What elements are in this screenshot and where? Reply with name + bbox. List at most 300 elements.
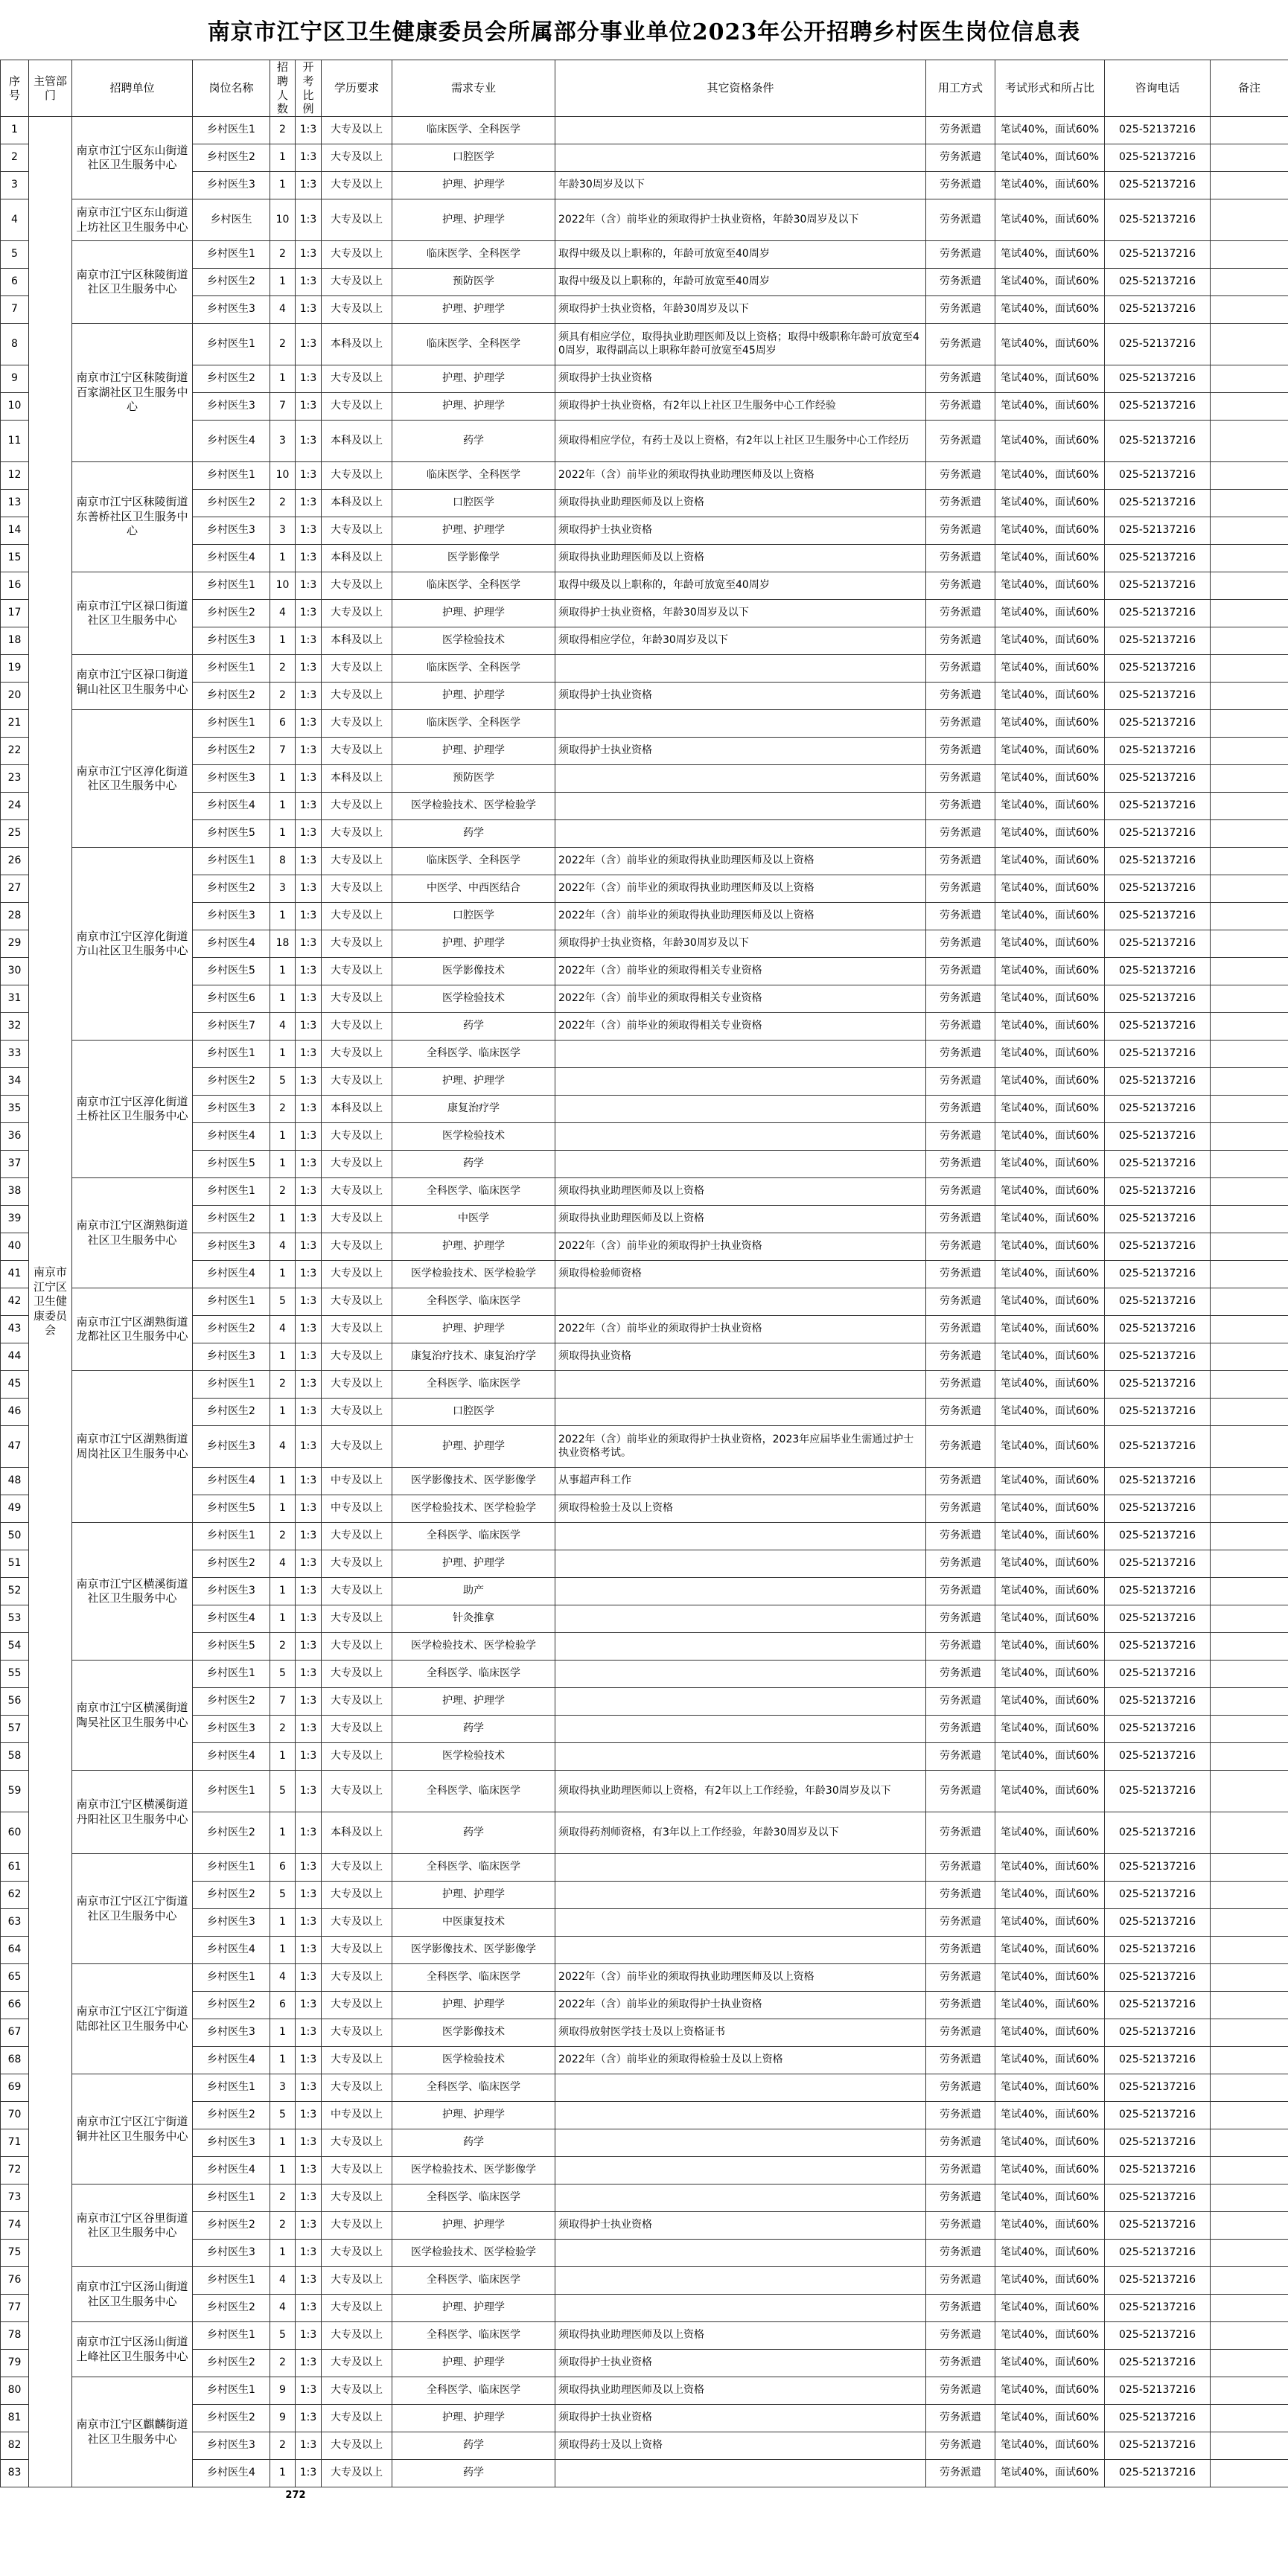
major-cell: 临床医学、全科医学: [392, 848, 555, 875]
exam-form-cell: 笔试40%，面试60%: [995, 600, 1105, 627]
headcount-cell: 1: [270, 1123, 296, 1151]
other-conditions-cell: [555, 710, 926, 738]
column-header: 考试形式和所占比: [995, 60, 1105, 117]
other-conditions-cell: [555, 1716, 926, 1743]
exam-ratio-cell: 1:3: [296, 2322, 322, 2350]
table-row: [1, 2102, 1288, 2129]
employment-cell: 劳务派遣: [926, 1123, 995, 1151]
employment-cell: 劳务派遣: [926, 903, 995, 930]
note-cell: [1211, 1812, 1288, 1854]
phone-cell: 025-52137216: [1105, 2047, 1211, 2074]
phone-cell: 025-52137216: [1105, 2157, 1211, 2185]
education-cell: 本科及以上: [322, 324, 392, 365]
phone-cell: 025-52137216: [1105, 2267, 1211, 2295]
major-cell: 护理、护理学: [392, 2102, 555, 2129]
headcount-cell: 4: [270, 1550, 296, 1578]
note-cell: [1211, 1343, 1288, 1371]
table-row: [1, 1495, 1288, 1523]
employment-cell: 劳务派遣: [926, 269, 995, 296]
education-cell: 大专及以上: [322, 1041, 392, 1068]
column-header: 其它资格条件: [555, 60, 926, 117]
note-cell: [1211, 269, 1288, 296]
employment-cell: 劳务派遣: [926, 2432, 995, 2460]
headcount-cell: 5: [270, 1771, 296, 1812]
exam-ratio-cell: 1:3: [296, 2157, 322, 2185]
exam-ratio-cell: 1:3: [296, 1399, 322, 1426]
employment-cell: 劳务派遣: [926, 1688, 995, 1716]
row-number-cell: 42: [1, 1288, 29, 1316]
employment-cell: 劳务派遣: [926, 421, 995, 462]
phone-cell: 025-52137216: [1105, 1096, 1211, 1123]
post-name-cell: 乡村医生1: [193, 710, 270, 738]
employment-cell: 劳务派遣: [926, 1909, 995, 1937]
major-cell: 康复治疗技术、康复治疗学: [392, 1343, 555, 1371]
headcount-cell: 1: [270, 1605, 296, 1633]
unit-cell: 南京市江宁区麒麟街道社区卫生服务中心: [72, 2377, 193, 2487]
major-cell: 临床医学、全科医学: [392, 241, 555, 269]
note-cell: [1211, 1523, 1288, 1550]
employment-cell: 劳务派遣: [926, 875, 995, 903]
headcount-cell: 1: [270, 365, 296, 393]
post-name-cell: 乡村医生2: [193, 1882, 270, 1909]
total-headcount: 272: [270, 2487, 322, 2505]
phone-cell: 025-52137216: [1105, 1468, 1211, 1495]
note-cell: [1211, 1964, 1288, 1992]
table-row: [1, 2240, 1288, 2267]
column-header: 招聘单位: [72, 60, 193, 117]
other-conditions-cell: [555, 1399, 926, 1426]
education-cell: 大专及以上: [322, 710, 392, 738]
table-row: [1, 600, 1288, 627]
row-number-cell: 27: [1, 875, 29, 903]
note-cell: [1211, 1605, 1288, 1633]
other-conditions-cell: [555, 2129, 926, 2157]
table-row: [1, 2074, 1288, 2102]
note-cell: [1211, 1633, 1288, 1661]
education-cell: 大专及以上: [322, 875, 392, 903]
education-cell: 大专及以上: [322, 958, 392, 985]
exam-ratio-cell: 1:3: [296, 2212, 322, 2240]
row-number-cell: 69: [1, 2074, 29, 2102]
education-cell: 大专及以上: [322, 985, 392, 1013]
table-row: [1, 2267, 1288, 2295]
major-cell: 医学检验技术、医学检验学: [392, 1261, 555, 1288]
table-row: [1, 421, 1288, 462]
education-cell: 大专及以上: [322, 2047, 392, 2074]
exam-ratio-cell: 1:3: [296, 738, 322, 765]
post-name-cell: 乡村医生4: [193, 1261, 270, 1288]
education-cell: 大专及以上: [322, 144, 392, 172]
exam-ratio-cell: 1:3: [296, 930, 322, 958]
total-blank-cell: [322, 2487, 392, 2505]
column-header: 学历要求: [322, 60, 392, 117]
major-cell: 护理、护理学: [392, 199, 555, 241]
phone-cell: 025-52137216: [1105, 793, 1211, 820]
unit-cell: 南京市江宁区横溪街道陶吴社区卫生服务中心: [72, 1661, 193, 1771]
employment-cell: 劳务派遣: [926, 627, 995, 655]
exam-form-cell: 笔试40%，面试60%: [995, 958, 1105, 985]
exam-ratio-cell: 1:3: [296, 1578, 322, 1605]
post-name-cell: 乡村医生4: [193, 1123, 270, 1151]
exam-ratio-cell: 1:3: [296, 765, 322, 793]
major-cell: 医学检验技术、医学检验学: [392, 2240, 555, 2267]
table-row: [1, 296, 1288, 324]
exam-ratio-cell: 1:3: [296, 199, 322, 241]
other-conditions-cell: 从事超声科工作: [555, 1468, 926, 1495]
education-cell: 本科及以上: [322, 627, 392, 655]
note-cell: [1211, 144, 1288, 172]
other-conditions-cell: 须取得药士及以上资格: [555, 2432, 926, 2460]
note-cell: [1211, 600, 1288, 627]
phone-cell: 025-52137216: [1105, 421, 1211, 462]
phone-cell: 025-52137216: [1105, 1771, 1211, 1812]
row-number-cell: 10: [1, 393, 29, 421]
major-cell: 护理、护理学: [392, 930, 555, 958]
row-number-cell: 19: [1, 655, 29, 683]
row-number-cell: 73: [1, 2185, 29, 2212]
education-cell: 大专及以上: [322, 2405, 392, 2432]
major-cell: 护理、护理学: [392, 393, 555, 421]
other-conditions-cell: [555, 1288, 926, 1316]
exam-form-cell: 笔试40%，面试60%: [995, 1013, 1105, 1041]
phone-cell: 025-52137216: [1105, 1371, 1211, 1399]
phone-cell: 025-52137216: [1105, 1233, 1211, 1261]
row-number-cell: 31: [1, 985, 29, 1013]
unit-cell: 南京市江宁区禄口街道社区卫生服务中心: [72, 572, 193, 655]
employment-cell: 劳务派遣: [926, 365, 995, 393]
exam-form-cell: 笔试40%，面试60%: [995, 1495, 1105, 1523]
note-cell: [1211, 2047, 1288, 2074]
exam-ratio-cell: 1:3: [296, 2074, 322, 2102]
employment-cell: 劳务派遣: [926, 1068, 995, 1096]
headcount-cell: 1: [270, 903, 296, 930]
row-number-cell: 62: [1, 1882, 29, 1909]
exam-form-cell: 笔试40%，面试60%: [995, 1316, 1105, 1343]
headcount-cell: 1: [270, 985, 296, 1013]
other-conditions-cell: 须取得护士执业资格，年龄30周岁及以下: [555, 930, 926, 958]
headcount-cell: 4: [270, 296, 296, 324]
phone-cell: 025-52137216: [1105, 517, 1211, 545]
row-number-cell: 15: [1, 545, 29, 572]
exam-ratio-cell: 1:3: [296, 1688, 322, 1716]
total-blank-cell: [1, 2487, 29, 2505]
exam-form-cell: 笔试40%，面试60%: [995, 1578, 1105, 1605]
total-blank-cell: [926, 2487, 995, 2505]
phone-cell: 025-52137216: [1105, 117, 1211, 144]
employment-cell: 劳务派遣: [926, 1992, 995, 2019]
exam-ratio-cell: 1:3: [296, 324, 322, 365]
exam-form-cell: 笔试40%，面试60%: [995, 875, 1105, 903]
post-name-cell: 乡村医生4: [193, 545, 270, 572]
table-row: [1, 269, 1288, 296]
major-cell: 护理、护理学: [392, 1688, 555, 1716]
other-conditions-cell: 须取得护士执业资格，有2年以上社区卫生服务中心工作经验: [555, 393, 926, 421]
employment-cell: 劳务派遣: [926, 1206, 995, 1233]
major-cell: 全科医学、临床医学: [392, 1661, 555, 1688]
note-cell: [1211, 2212, 1288, 2240]
other-conditions-cell: [555, 1550, 926, 1578]
other-conditions-cell: 须具有相应学位，取得执业助理医师及以上资格；取得中级职称年龄可放宽至40周岁，取得副高以上职称年龄可放宽至45周岁: [555, 324, 926, 365]
row-number-cell: 7: [1, 296, 29, 324]
column-header: 开考比例: [296, 60, 322, 117]
phone-cell: 025-52137216: [1105, 2350, 1211, 2377]
major-cell: 临床医学、全科医学: [392, 655, 555, 683]
note-cell: [1211, 1688, 1288, 1716]
post-name-cell: 乡村医生2: [193, 365, 270, 393]
total-row: [1, 2487, 1288, 2505]
education-cell: 大专及以上: [322, 1178, 392, 1206]
row-number-cell: 83: [1, 2460, 29, 2487]
major-cell: 护理、护理学: [392, 1882, 555, 1909]
headcount-cell: 1: [270, 2129, 296, 2157]
post-name-cell: 乡村医生5: [193, 1495, 270, 1523]
other-conditions-cell: [555, 1123, 926, 1151]
table-row: [1, 1578, 1288, 1605]
note-cell: [1211, 1426, 1288, 1468]
exam-form-cell: 笔试40%，面试60%: [995, 1206, 1105, 1233]
major-cell: 药学: [392, 1716, 555, 1743]
education-cell: 大专及以上: [322, 1550, 392, 1578]
row-number-cell: 13: [1, 490, 29, 517]
education-cell: 大专及以上: [322, 1523, 392, 1550]
major-cell: 医学检验技术: [392, 1743, 555, 1771]
employment-cell: 劳务派遣: [926, 2074, 995, 2102]
employment-cell: 劳务派遣: [926, 2240, 995, 2267]
row-number-cell: 36: [1, 1123, 29, 1151]
row-number-cell: 4: [1, 199, 29, 241]
unit-cell: 南京市江宁区淳化街道方山社区卫生服务中心: [72, 848, 193, 1041]
table-row: [1, 710, 1288, 738]
other-conditions-cell: 须取得执业助理医师及以上资格: [555, 545, 926, 572]
phone-cell: 025-52137216: [1105, 2432, 1211, 2460]
table-row: [1, 1550, 1288, 1578]
education-cell: 大专及以上: [322, 296, 392, 324]
headcount-cell: 4: [270, 1316, 296, 1343]
column-header: 主管部门: [29, 60, 72, 117]
exam-form-cell: 笔试40%，面试60%: [995, 1771, 1105, 1812]
table-row: [1, 2350, 1288, 2377]
exam-form-cell: 笔试40%，面试60%: [995, 2185, 1105, 2212]
other-conditions-cell: [555, 1661, 926, 1688]
major-cell: 医学检验技术、医学检验学: [392, 793, 555, 820]
row-number-cell: 39: [1, 1206, 29, 1233]
note-cell: [1211, 172, 1288, 199]
exam-ratio-cell: 1:3: [296, 1661, 322, 1688]
post-name-cell: 乡村医生3: [193, 517, 270, 545]
post-name-cell: 乡村医生1: [193, 655, 270, 683]
phone-cell: 025-52137216: [1105, 490, 1211, 517]
major-cell: 全科医学、临床医学: [392, 1041, 555, 1068]
unit-cell: 南京市江宁区横溪街道社区卫生服务中心: [72, 1523, 193, 1661]
education-cell: 大专及以上: [322, 1151, 392, 1178]
education-cell: 大专及以上: [322, 1206, 392, 1233]
headcount-cell: 2: [270, 2350, 296, 2377]
exam-ratio-cell: 1:3: [296, 1812, 322, 1854]
exam-form-cell: 笔试40%，面试60%: [995, 199, 1105, 241]
note-cell: [1211, 2129, 1288, 2157]
major-cell: 护理、护理学: [392, 2350, 555, 2377]
exam-ratio-cell: 1:3: [296, 1068, 322, 1096]
phone-cell: 025-52137216: [1105, 1316, 1211, 1343]
row-number-cell: 41: [1, 1261, 29, 1288]
exam-ratio-cell: 1:3: [296, 1964, 322, 1992]
note-cell: [1211, 1992, 1288, 2019]
note-cell: [1211, 820, 1288, 848]
other-conditions-cell: [555, 2240, 926, 2267]
education-cell: 中专及以上: [322, 1495, 392, 1523]
exam-ratio-cell: 1:3: [296, 903, 322, 930]
exam-ratio-cell: 1:3: [296, 2240, 322, 2267]
exam-form-cell: 笔试40%，面试60%: [995, 517, 1105, 545]
employment-cell: 劳务派遣: [926, 545, 995, 572]
exam-form-cell: 笔试40%，面试60%: [995, 903, 1105, 930]
row-number-cell: 81: [1, 2405, 29, 2432]
row-number-cell: 65: [1, 1964, 29, 1992]
exam-ratio-cell: 1:3: [296, 1909, 322, 1937]
education-cell: 大专及以上: [322, 793, 392, 820]
table-row: [1, 655, 1288, 683]
major-cell: 护理、护理学: [392, 1068, 555, 1096]
exam-form-cell: 笔试40%，面试60%: [995, 296, 1105, 324]
other-conditions-cell: [555, 2460, 926, 2487]
post-name-cell: 乡村医生5: [193, 1151, 270, 1178]
table-row: [1, 1633, 1288, 1661]
row-number-cell: 29: [1, 930, 29, 958]
exam-form-cell: 笔试40%，面试60%: [995, 462, 1105, 490]
major-cell: 护理、护理学: [392, 738, 555, 765]
headcount-cell: 5: [270, 1068, 296, 1096]
other-conditions-cell: [555, 1578, 926, 1605]
post-name-cell: 乡村医生1: [193, 2377, 270, 2405]
employment-cell: 劳务派遣: [926, 1096, 995, 1123]
employment-cell: 劳务派遣: [926, 2185, 995, 2212]
unit-cell: 南京市江宁区湖熟街道龙都社区卫生服务中心: [72, 1288, 193, 1371]
headcount-cell: 2: [270, 1633, 296, 1661]
exam-form-cell: 笔试40%，面试60%: [995, 1426, 1105, 1468]
phone-cell: 025-52137216: [1105, 1812, 1211, 1854]
table-row: [1, 2460, 1288, 2487]
employment-cell: 劳务派遣: [926, 490, 995, 517]
exam-ratio-cell: 1:3: [296, 2460, 322, 2487]
table-row: [1, 1013, 1288, 1041]
exam-ratio-cell: 1:3: [296, 1343, 322, 1371]
exam-ratio-cell: 1:3: [296, 683, 322, 710]
note-cell: [1211, 296, 1288, 324]
major-cell: 全科医学、临床医学: [392, 2267, 555, 2295]
post-name-cell: 乡村医生3: [193, 1343, 270, 1371]
table-row: [1, 2129, 1288, 2157]
exam-ratio-cell: 1:3: [296, 710, 322, 738]
exam-form-cell: 笔试40%，面试60%: [995, 2102, 1105, 2129]
table-row: [1, 144, 1288, 172]
post-name-cell: 乡村医生1: [193, 1964, 270, 1992]
table-row: [1, 1854, 1288, 1882]
post-name-cell: 乡村医生2: [193, 1550, 270, 1578]
other-conditions-cell: 须取得执业助理医师及以上资格: [555, 1178, 926, 1206]
post-name-cell: 乡村医生5: [193, 1633, 270, 1661]
exam-form-cell: 笔试40%，面试60%: [995, 1937, 1105, 1964]
post-name-cell: 乡村医生2: [193, 1688, 270, 1716]
other-conditions-cell: [555, 1068, 926, 1096]
post-name-cell: 乡村医生2: [193, 2405, 270, 2432]
other-conditions-cell: 2022年（含）前毕业的须取得执业助理医师及以上资格: [555, 875, 926, 903]
major-cell: 护理、护理学: [392, 683, 555, 710]
headcount-cell: 4: [270, 2295, 296, 2322]
employment-cell: 劳务派遣: [926, 517, 995, 545]
education-cell: 大专及以上: [322, 117, 392, 144]
headcount-cell: 2: [270, 655, 296, 683]
note-cell: [1211, 1495, 1288, 1523]
post-name-cell: 乡村医生4: [193, 793, 270, 820]
phone-cell: 025-52137216: [1105, 820, 1211, 848]
note-cell: [1211, 1371, 1288, 1399]
headcount-cell: 2: [270, 1178, 296, 1206]
row-number-cell: 23: [1, 765, 29, 793]
exam-form-cell: 笔试40%，面试60%: [995, 324, 1105, 365]
exam-form-cell: 笔试40%，面试60%: [995, 627, 1105, 655]
table-row: [1, 2185, 1288, 2212]
phone-cell: 025-52137216: [1105, 1495, 1211, 1523]
row-number-cell: 14: [1, 517, 29, 545]
headcount-cell: 1: [270, 1151, 296, 1178]
other-conditions-cell: 2022年（含）前毕业的须取得执业助理医师及以上资格: [555, 1964, 926, 1992]
phone-cell: 025-52137216: [1105, 600, 1211, 627]
headcount-cell: 1: [270, 2019, 296, 2047]
exam-form-cell: 笔试40%，面试60%: [995, 655, 1105, 683]
education-cell: 本科及以上: [322, 1812, 392, 1854]
post-name-cell: 乡村医生3: [193, 172, 270, 199]
major-cell: 医学影像学: [392, 545, 555, 572]
exam-form-cell: 笔试40%，面试60%: [995, 2047, 1105, 2074]
table-row: [1, 1399, 1288, 1426]
table-row: [1, 2295, 1288, 2322]
note-cell: [1211, 393, 1288, 421]
education-cell: 大专及以上: [322, 820, 392, 848]
major-cell: 医学检验技术: [392, 985, 555, 1013]
education-cell: 大专及以上: [322, 1633, 392, 1661]
other-conditions-cell: 2022年（含）前毕业的须取得护士执业资格: [555, 1233, 926, 1261]
education-cell: 大专及以上: [322, 1992, 392, 2019]
table-row: [1, 793, 1288, 820]
table-row: [1, 393, 1288, 421]
employment-cell: 劳务派遣: [926, 1605, 995, 1633]
headcount-cell: 1: [270, 1468, 296, 1495]
note-cell: [1211, 2157, 1288, 2185]
note-cell: [1211, 1771, 1288, 1812]
post-name-cell: 乡村医生1: [193, 324, 270, 365]
post-name-cell: 乡村医生1: [193, 1771, 270, 1812]
headcount-cell: 4: [270, 2267, 296, 2295]
employment-cell: 劳务派遣: [926, 1041, 995, 1068]
education-cell: 大专及以上: [322, 2240, 392, 2267]
note-cell: [1211, 2295, 1288, 2322]
headcount-cell: 2: [270, 1096, 296, 1123]
employment-cell: 劳务派遣: [926, 1495, 995, 1523]
major-cell: 全科医学、临床医学: [392, 1854, 555, 1882]
exam-form-cell: 笔试40%，面试60%: [995, 2157, 1105, 2185]
exam-form-cell: 笔试40%，面试60%: [995, 2295, 1105, 2322]
row-number-cell: 70: [1, 2102, 29, 2129]
exam-form-cell: 笔试40%，面试60%: [995, 1882, 1105, 1909]
major-cell: 药学: [392, 1812, 555, 1854]
table-row: [1, 1343, 1288, 1371]
note-cell: [1211, 1316, 1288, 1343]
headcount-cell: 2: [270, 2185, 296, 2212]
table-row: [1, 2212, 1288, 2240]
headcount-cell: 4: [270, 600, 296, 627]
education-cell: 大专及以上: [322, 600, 392, 627]
row-number-cell: 50: [1, 1523, 29, 1550]
